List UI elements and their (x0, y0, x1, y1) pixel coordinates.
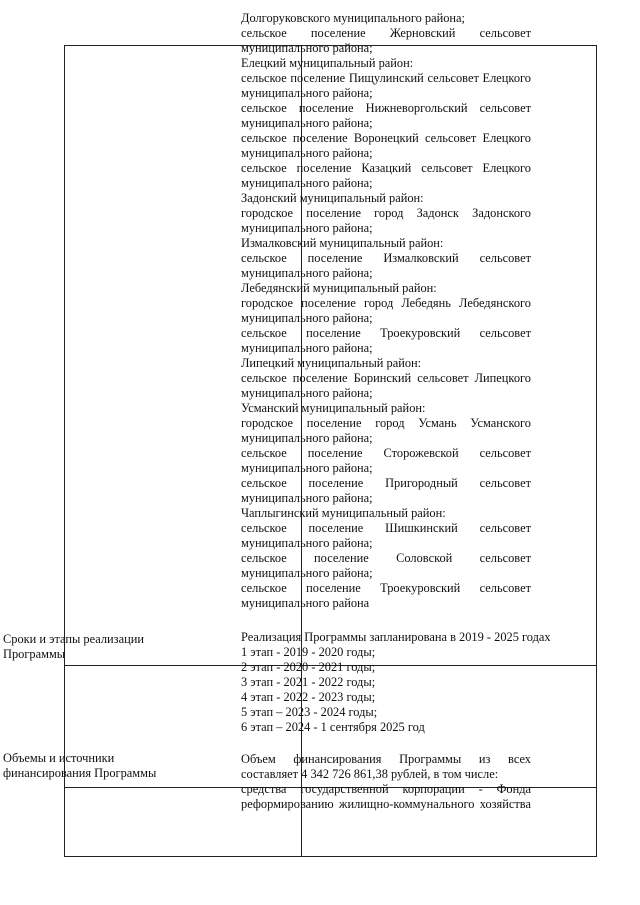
text-line: муниципального района; (241, 146, 373, 160)
text-line: сельское поселение Пригородный сельсовет (241, 476, 531, 490)
text-line: муниципального района; (241, 86, 373, 100)
financing-value (241, 752, 531, 812)
text-line: Елецкий муниципальный район: (241, 56, 414, 70)
implementation-terms-label (3, 632, 231, 662)
text-line: муниципального района; (241, 116, 373, 130)
text-line: средства государственной корпорации - Фонда (241, 782, 531, 796)
text-line: муниципального района; (241, 536, 373, 550)
text-line: сельское поселение Шишкинский сельсовет (241, 521, 531, 535)
text-line: муниципального района; (241, 266, 373, 280)
text-line: сельское поселение Троекуровский сельсовет (241, 326, 531, 340)
text-line: муниципального района; (241, 491, 373, 505)
financing-label (3, 751, 231, 781)
text-line: Измалковский муниципальный район: (241, 236, 444, 250)
text-line: Усманский муниципальный район: (241, 401, 426, 415)
text-line: 1 этап - 2019 - 2020 годы; (241, 645, 376, 659)
text-line: муниципального района; (241, 461, 373, 475)
text-line: финансирования Программы (3, 766, 157, 780)
text-line: Лебедянский муниципальный район: (241, 281, 437, 295)
text-line: сельское поселение Боринский сельсовет Липецкого (241, 371, 531, 385)
text-line: сельское поселение Казацкий сельсовет Елецкого (241, 161, 531, 175)
text-line: городское поселение город Усмань Усманского (241, 416, 531, 430)
text-line: Сроки и этапы реализации (3, 632, 144, 646)
text-line: городское поселение город Задонск Задонского (241, 206, 531, 220)
text-line: муниципального района; (241, 341, 373, 355)
text-line: 6 этап – 2024 - 1 сентября 2025 год (241, 720, 425, 734)
text-line: сельское поселение Нижневоргольский сельсовет (241, 101, 531, 115)
text-line: сельское поселение Измалковский сельсовет (241, 251, 531, 265)
text-line: сельское поселение Соловской сельсовет (241, 551, 531, 565)
text-line: сельское поселение Сторожевской сельсовет (241, 446, 531, 460)
text-line: реформированию жилищно-коммунального хозяйства (241, 797, 531, 811)
text-line: Долгоруковского муниципального района; (241, 11, 465, 25)
text-line: муниципального района; (241, 176, 373, 190)
text-line: муниципального района; (241, 221, 373, 235)
text-line: 4 этап - 2022 - 2023 годы; (241, 690, 376, 704)
text-line: муниципального района; (241, 311, 373, 325)
text-line: 3 этап - 2021 - 2022 годы; (241, 675, 376, 689)
text-line: Программы (3, 647, 66, 661)
text-line: Реализация Программы запланирована в 2019 - 2025 годах (241, 630, 551, 644)
settlements-list-cell (241, 11, 531, 611)
text-line: 2 этап - 2020 - 2021 годы; (241, 660, 376, 674)
text-line: городское поселение город Лебедянь Лебедянского (241, 296, 531, 310)
text-line: сельское поселение Пищулинский сельсовет Елецкого (241, 71, 531, 85)
text-line: сельское поселение Воронецкий сельсовет Елецкого (241, 131, 531, 145)
implementation-terms-value (241, 630, 551, 735)
text-line: 5 этап – 2023 - 2024 годы; (241, 705, 378, 719)
text-line: Объемы и источники (3, 751, 115, 765)
text-line: муниципального района; (241, 41, 373, 55)
text-line: муниципального района; (241, 566, 373, 580)
text-line: сельское поселение Жерновский сельсовет (241, 26, 531, 40)
text-line: Задонский муниципальный район: (241, 191, 424, 205)
text-line: составляет 4 342 726 861,38 рублей, в том числе: (241, 767, 499, 781)
text-line: муниципального района (241, 596, 370, 610)
text-line: муниципального района; (241, 386, 373, 400)
text-line: муниципального района; (241, 431, 373, 445)
text-line: Чаплыгинский муниципальный район: (241, 506, 446, 520)
text-line: сельское поселение Троекуровский сельсовет (241, 581, 531, 595)
text-line: Объем финансирования Программы из всех (241, 752, 531, 766)
text-line: Липецкий муниципальный район: (241, 356, 422, 370)
